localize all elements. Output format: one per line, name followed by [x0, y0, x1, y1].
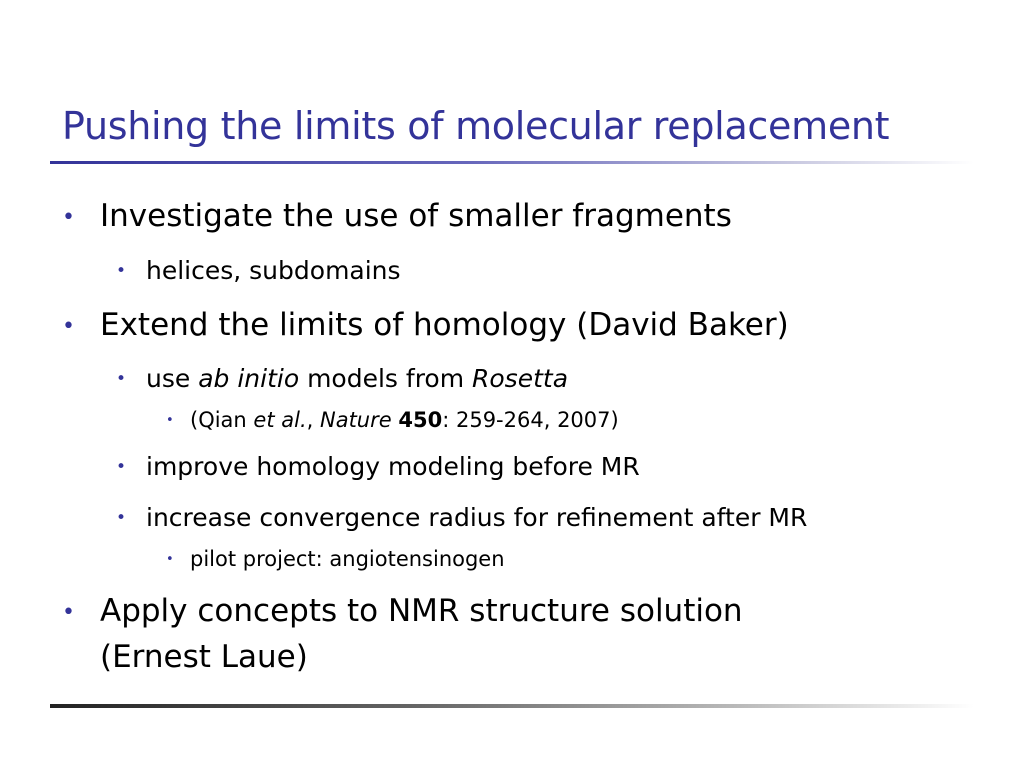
citation-italic: et al.	[253, 408, 307, 432]
bullet-dot-icon: •	[116, 457, 127, 477]
bullet-dot-icon: •	[116, 261, 127, 281]
bullet-item-level3	[166, 408, 619, 432]
bullet-text: Extend the limits of homology (David Baker)	[100, 307, 789, 343]
bullet-dot-icon: •	[166, 552, 174, 567]
bullet-text: Investigate the use of smaller fragments	[100, 198, 732, 234]
bullet-text-part: use	[146, 364, 199, 393]
bullet-item-level1	[62, 593, 743, 629]
citation-text: ,	[306, 408, 320, 432]
bullet-text: Apply concepts to NMR structure solution	[100, 593, 743, 629]
bullet-item-continuation	[100, 639, 308, 675]
bullet-item-level1	[62, 198, 732, 234]
citation-volume: 450	[398, 408, 443, 432]
footer-rule	[50, 704, 974, 708]
bullet-dot-icon: •	[62, 600, 75, 625]
bullet-text-italic: ab initio	[198, 364, 300, 393]
bullet-item-level2	[116, 256, 401, 285]
bullet-item-level2	[116, 503, 808, 532]
bullet-item-level1	[62, 307, 789, 343]
bullet-item-level3	[166, 547, 505, 571]
bullet-item-level2	[116, 452, 640, 481]
bullet-dot-icon: •	[62, 314, 75, 339]
bullet-dot-icon: •	[116, 508, 127, 528]
bullet-text: improve homology modeling before MR	[146, 452, 640, 481]
bullet-text: (Ernest Laue)	[100, 639, 308, 675]
citation-text: : 259-264, 2007)	[442, 408, 619, 432]
slide-title: Pushing the limits of molecular replacement	[62, 104, 890, 148]
bullet-text: pilot project: angiotensinogen	[190, 547, 505, 571]
bullet-item-level2	[116, 364, 569, 393]
bullet-dot-icon: •	[166, 413, 174, 428]
bullet-text-part: models from	[299, 364, 473, 393]
bullet-dot-icon: •	[62, 205, 75, 230]
bullet-text-italic: Rosetta	[472, 364, 569, 393]
citation-text: (Qian	[190, 408, 254, 432]
bullet-dot-icon: •	[116, 369, 127, 389]
citation-journal: Nature	[320, 408, 392, 432]
bullet-text: helices, subdomains	[146, 256, 401, 285]
bullet-text: increase convergence radius for refinement after MR	[146, 503, 808, 532]
